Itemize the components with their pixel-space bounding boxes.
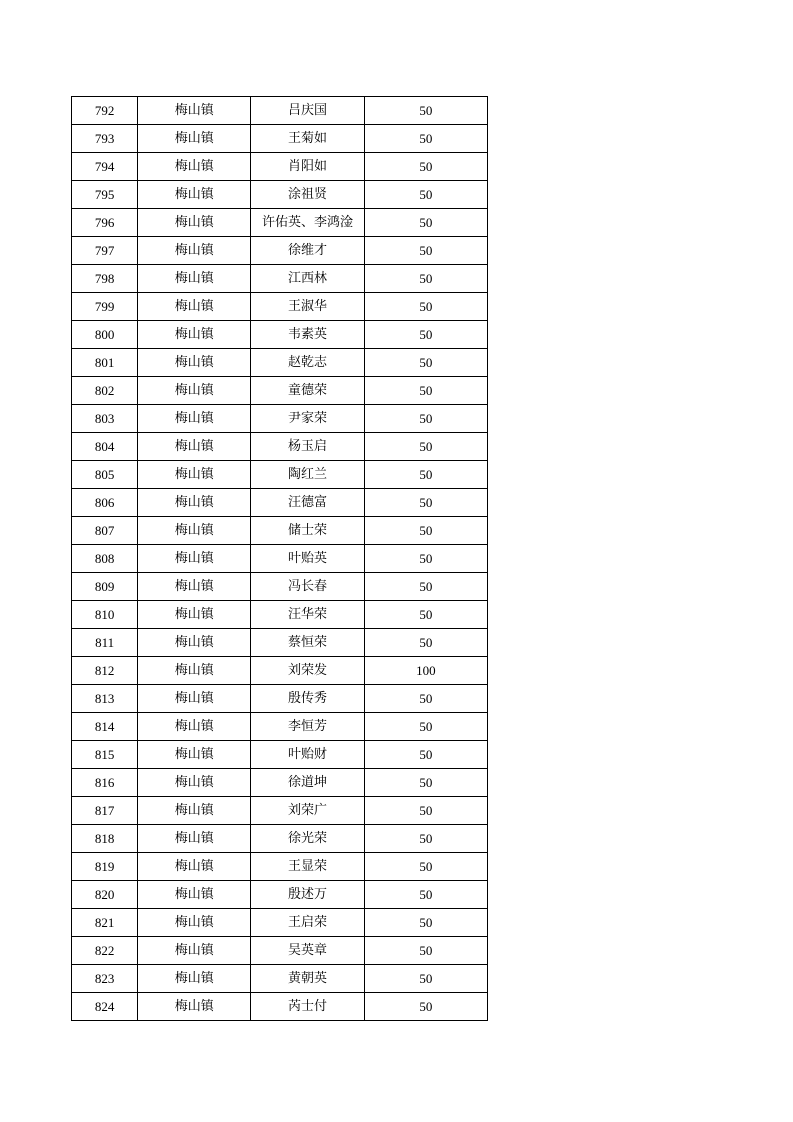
row-number-cell: 794 — [72, 153, 138, 181]
town-cell: 梅山镇 — [138, 629, 251, 657]
row-number-cell: 796 — [72, 209, 138, 237]
table-row — [72, 153, 488, 181]
name-cell: 汪华荣 — [251, 601, 364, 629]
town-cell: 梅山镇 — [138, 797, 251, 825]
town-cell: 梅山镇 — [138, 853, 251, 881]
town-cell: 梅山镇 — [138, 993, 251, 1021]
row-number-cell: 802 — [72, 377, 138, 405]
name-cell: 黄朝英 — [251, 965, 364, 993]
amount-cell: 50 — [364, 153, 487, 181]
amount-cell: 50 — [364, 517, 487, 545]
name-cell: 李恒芳 — [251, 713, 364, 741]
amount-cell: 50 — [364, 713, 487, 741]
name-cell: 徐道坤 — [251, 769, 364, 797]
table-row — [72, 741, 488, 769]
name-cell: 赵乾志 — [251, 349, 364, 377]
town-cell: 梅山镇 — [138, 489, 251, 517]
table-row — [72, 237, 488, 265]
row-number-cell: 824 — [72, 993, 138, 1021]
row-number-cell: 823 — [72, 965, 138, 993]
table-row — [72, 181, 488, 209]
town-cell: 梅山镇 — [138, 937, 251, 965]
name-cell: 童德荣 — [251, 377, 364, 405]
row-number-cell: 809 — [72, 573, 138, 601]
row-number-cell: 810 — [72, 601, 138, 629]
amount-cell: 50 — [364, 573, 487, 601]
table-body — [72, 97, 488, 1021]
amount-cell: 50 — [364, 405, 487, 433]
table-row — [72, 657, 488, 685]
town-cell: 梅山镇 — [138, 125, 251, 153]
table-row — [72, 573, 488, 601]
row-number-cell: 815 — [72, 741, 138, 769]
amount-cell: 50 — [364, 769, 487, 797]
name-cell: 芮士付 — [251, 993, 364, 1021]
table-row — [72, 629, 488, 657]
name-cell: 冯长春 — [251, 573, 364, 601]
table-row — [72, 797, 488, 825]
row-number-cell: 819 — [72, 853, 138, 881]
row-number-cell: 801 — [72, 349, 138, 377]
town-cell: 梅山镇 — [138, 769, 251, 797]
table-row — [72, 713, 488, 741]
amount-cell: 50 — [364, 181, 487, 209]
table-row — [72, 293, 488, 321]
town-cell: 梅山镇 — [138, 321, 251, 349]
row-number-cell: 818 — [72, 825, 138, 853]
table-row — [72, 769, 488, 797]
town-cell: 梅山镇 — [138, 181, 251, 209]
town-cell: 梅山镇 — [138, 657, 251, 685]
table-row — [72, 377, 488, 405]
name-cell: 殷述万 — [251, 881, 364, 909]
row-number-cell: 792 — [72, 97, 138, 125]
amount-cell: 50 — [364, 937, 487, 965]
name-cell: 汪德富 — [251, 489, 364, 517]
row-number-cell: 822 — [72, 937, 138, 965]
row-number-cell: 807 — [72, 517, 138, 545]
name-cell: 尹家荣 — [251, 405, 364, 433]
town-cell: 梅山镇 — [138, 909, 251, 937]
town-cell: 梅山镇 — [138, 573, 251, 601]
row-number-cell: 804 — [72, 433, 138, 461]
amount-cell: 50 — [364, 293, 487, 321]
town-cell: 梅山镇 — [138, 97, 251, 125]
row-number-cell: 793 — [72, 125, 138, 153]
town-cell: 梅山镇 — [138, 405, 251, 433]
amount-cell: 100 — [364, 657, 487, 685]
amount-cell: 50 — [364, 461, 487, 489]
row-number-cell: 814 — [72, 713, 138, 741]
name-cell: 徐光荣 — [251, 825, 364, 853]
name-cell: 刘荣广 — [251, 797, 364, 825]
name-cell: 蔡恒荣 — [251, 629, 364, 657]
table-row — [72, 601, 488, 629]
town-cell: 梅山镇 — [138, 461, 251, 489]
table-row — [72, 97, 488, 125]
town-cell: 梅山镇 — [138, 265, 251, 293]
row-number-cell: 808 — [72, 545, 138, 573]
row-number-cell: 812 — [72, 657, 138, 685]
town-cell: 梅山镇 — [138, 517, 251, 545]
table-row — [72, 825, 488, 853]
row-number-cell: 795 — [72, 181, 138, 209]
table-row — [72, 125, 488, 153]
table-row — [72, 321, 488, 349]
amount-cell: 50 — [364, 685, 487, 713]
town-cell: 梅山镇 — [138, 209, 251, 237]
town-cell: 梅山镇 — [138, 377, 251, 405]
name-cell: 杨玉启 — [251, 433, 364, 461]
row-number-cell: 817 — [72, 797, 138, 825]
amount-cell: 50 — [364, 629, 487, 657]
amount-cell: 50 — [364, 209, 487, 237]
town-cell: 梅山镇 — [138, 741, 251, 769]
amount-cell: 50 — [364, 601, 487, 629]
amount-cell: 50 — [364, 993, 487, 1021]
amount-cell: 50 — [364, 853, 487, 881]
town-cell: 梅山镇 — [138, 965, 251, 993]
row-number-cell: 805 — [72, 461, 138, 489]
data-table — [71, 96, 488, 1021]
amount-cell: 50 — [364, 909, 487, 937]
row-number-cell: 800 — [72, 321, 138, 349]
table-row — [72, 909, 488, 937]
row-number-cell: 813 — [72, 685, 138, 713]
town-cell: 梅山镇 — [138, 433, 251, 461]
name-cell: 储士荣 — [251, 517, 364, 545]
amount-cell: 50 — [364, 433, 487, 461]
town-cell: 梅山镇 — [138, 545, 251, 573]
name-cell: 肖阳如 — [251, 153, 364, 181]
name-cell: 徐维才 — [251, 237, 364, 265]
row-number-cell: 820 — [72, 881, 138, 909]
table-row — [72, 993, 488, 1021]
amount-cell: 50 — [364, 545, 487, 573]
table-row — [72, 545, 488, 573]
row-number-cell: 799 — [72, 293, 138, 321]
town-cell: 梅山镇 — [138, 293, 251, 321]
name-cell: 殷传秀 — [251, 685, 364, 713]
name-cell: 王启荣 — [251, 909, 364, 937]
amount-cell: 50 — [364, 237, 487, 265]
row-number-cell: 798 — [72, 265, 138, 293]
name-cell: 王菊如 — [251, 125, 364, 153]
name-cell: 叶贻英 — [251, 545, 364, 573]
row-number-cell: 816 — [72, 769, 138, 797]
table-row — [72, 881, 488, 909]
name-cell: 韦素英 — [251, 321, 364, 349]
amount-cell: 50 — [364, 489, 487, 517]
row-number-cell: 806 — [72, 489, 138, 517]
amount-cell: 50 — [364, 881, 487, 909]
amount-cell: 50 — [364, 377, 487, 405]
town-cell: 梅山镇 — [138, 685, 251, 713]
amount-cell: 50 — [364, 825, 487, 853]
amount-cell: 50 — [364, 321, 487, 349]
table-row — [72, 265, 488, 293]
amount-cell: 50 — [364, 125, 487, 153]
name-cell: 叶贻财 — [251, 741, 364, 769]
name-cell: 吕庆国 — [251, 97, 364, 125]
name-cell: 王显荣 — [251, 853, 364, 881]
name-cell: 刘荣发 — [251, 657, 364, 685]
table-row — [72, 405, 488, 433]
amount-cell: 50 — [364, 797, 487, 825]
town-cell: 梅山镇 — [138, 825, 251, 853]
amount-cell: 50 — [364, 349, 487, 377]
table-row — [72, 853, 488, 881]
amount-cell: 50 — [364, 965, 487, 993]
name-cell: 许佑英、李鸿淦 — [251, 209, 364, 237]
row-number-cell: 797 — [72, 237, 138, 265]
row-number-cell: 811 — [72, 629, 138, 657]
table-row — [72, 349, 488, 377]
table-row — [72, 937, 488, 965]
amount-cell: 50 — [364, 265, 487, 293]
town-cell: 梅山镇 — [138, 349, 251, 377]
table-row — [72, 517, 488, 545]
name-cell: 陶红兰 — [251, 461, 364, 489]
table-row — [72, 489, 488, 517]
amount-cell: 50 — [364, 741, 487, 769]
row-number-cell: 821 — [72, 909, 138, 937]
town-cell: 梅山镇 — [138, 153, 251, 181]
town-cell: 梅山镇 — [138, 601, 251, 629]
town-cell: 梅山镇 — [138, 881, 251, 909]
table-row — [72, 433, 488, 461]
table-row — [72, 209, 488, 237]
town-cell: 梅山镇 — [138, 237, 251, 265]
table-row — [72, 685, 488, 713]
name-cell: 涂祖贤 — [251, 181, 364, 209]
table-row — [72, 965, 488, 993]
amount-cell: 50 — [364, 97, 487, 125]
name-cell: 吴英章 — [251, 937, 364, 965]
name-cell: 江西林 — [251, 265, 364, 293]
town-cell: 梅山镇 — [138, 713, 251, 741]
row-number-cell: 803 — [72, 405, 138, 433]
name-cell: 王淑华 — [251, 293, 364, 321]
table-row — [72, 461, 488, 489]
